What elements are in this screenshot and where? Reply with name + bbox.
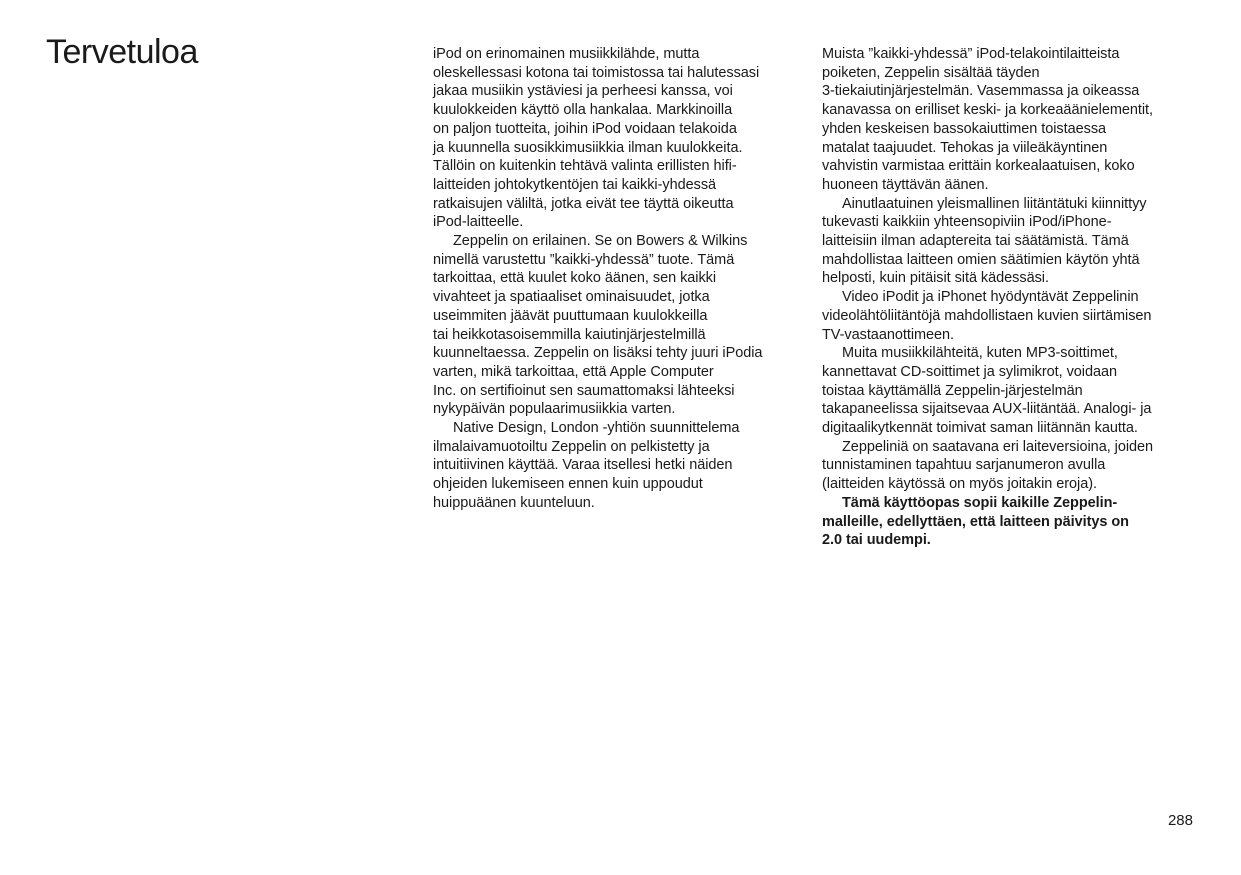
text-line: ratkaisujen väliltä, jotka eivät tee täyttä oikeutta <box>433 195 734 212</box>
text-line: jakaa musiikin ystäviesi ja perheesi kanssa, voi <box>433 83 733 100</box>
page-title: Tervetuloa <box>46 33 198 71</box>
text-line: Tällöin on kuitenkin tehtävä valinta erillisten hifi- <box>433 158 737 175</box>
text-line: intuitiivinen käyttää. Varaa itsellesi hetki näiden <box>433 457 733 474</box>
text-line: yhden keskeisen bassokaiuttimen toistaessa <box>822 120 1107 137</box>
text-line: kannettavat CD-soittimet ja sylimikrot, voidaan <box>822 363 1118 380</box>
text-line: iPod on erinomainen musiikkilähde, mutta <box>433 46 700 62</box>
text-line: Video iPodit ja iPhonet hyödyntävät Zeppelinin <box>842 289 1139 306</box>
text-line: ilmalaivamuotoiltu Zeppelin on pelkistetty ja <box>433 438 710 455</box>
text-line: digitaalikytkennät toimivat saman liitännän kautta. <box>822 420 1138 437</box>
text-line: matalat taajuudet. Tehokas ja viileäkäyntinen <box>822 139 1108 156</box>
text-line: vahvistin varmistaa erittäin korkealaatuisen, koko <box>822 158 1135 175</box>
text-line: Ainutlaatuinen yleismallinen liitäntätuki kiinnittyy <box>842 195 1147 212</box>
text-line: ohjeiden lukemiseen ennen kuin uppoudut <box>433 476 703 493</box>
text-line: helposti, kuin pitäisit sitä kädessäsi. <box>822 270 1049 287</box>
text-line: poiketen, Zeppelin sisältää täyden <box>822 64 1040 81</box>
text-line: kuulokkeiden käyttö olla hankalaa. Markkinoilla <box>433 102 733 119</box>
bold-note-line: 2.0 tai uudempi. <box>822 532 931 549</box>
text-line: nimellä varustettu ”kaikki-yhdessä” tuote. Tämä <box>433 251 735 268</box>
text-line: laitteisiin ilman adaptereita tai säätämistä. Tämä <box>822 233 1129 250</box>
text-line: laitteiden johtokytkentöjen tai kaikki-yhdessä <box>433 176 717 193</box>
text-line: Muita musiikkilähteitä, kuten MP3-soittimet, <box>842 345 1118 362</box>
text-line: tukevasti kaikkiin yhteensopiviin iPod/iPhone- <box>822 214 1112 231</box>
text-line: Zeppeliniä on saatavana eri laiteversioina, joiden <box>842 438 1154 455</box>
text-line: videolähtöliitäntöjä mahdollistaen kuvien siirtämisen <box>822 307 1152 324</box>
text-line: mahdollistaa laitteen omien säätimien käytön yhtä <box>822 251 1140 268</box>
text-line: Inc. on sertifioinut sen saumattomaksi lähteeksi <box>433 382 735 399</box>
text-line: huippuäänen kuunteluun. <box>433 494 595 511</box>
right-column <box>822 45 1194 550</box>
text-line: tai heikkotasoisemmilla kaiutinjärjestelmillä <box>433 326 706 343</box>
text-line: Muista ”kaikki-yhdessä” iPod-telakointilaitteista <box>822 46 1120 62</box>
text-line: (laitteiden käytössä on myös joitakin eroja). <box>822 476 1097 493</box>
page-number: 288 <box>1167 812 1193 829</box>
text-line: nykypäivän populaarimusiikkia varten. <box>433 401 676 418</box>
text-line: kuunneltaessa. Zeppelin on lisäksi tehty juuri iPodia <box>433 345 763 362</box>
text-line: Zeppelin on erilainen. Se on Bowers & Wilkins <box>453 233 748 250</box>
bold-note-line: malleille, edellyttäen, että laitteen päivitys on <box>822 513 1129 530</box>
text-line: vivahteet ja spatiaaliset ominaisuudet, jotka <box>433 289 710 306</box>
text-line: toistaa käyttämällä Zeppelin-järjestelmän <box>822 382 1083 399</box>
text-line: iPod-laitteelle. <box>433 214 524 231</box>
text-line: ja kuunnella suosikkimusiikkia ilman kuulokkeita. <box>433 139 743 156</box>
text-line: huoneen täyttävän äänen. <box>822 176 989 193</box>
text-line: 3-tiekaiutinjärjestelmän. Vasemmassa ja oikeassa <box>822 83 1140 100</box>
text-line: takapaneelissa sijaitsevaa AUX-liitäntää. Analogi- ja <box>822 401 1152 418</box>
bold-note-line: Tämä käyttöopas sopii kaikille Zeppelin- <box>842 494 1118 511</box>
text-line: useimmiten jäävät puuttumaan kuulokkeilla <box>433 307 708 324</box>
text-line: on paljon tuotteita, joihin iPod voidaan telakoida <box>433 120 737 137</box>
text-line: Native Design, London -yhtiön suunnittelema <box>453 420 740 437</box>
text-line: varten, mikä tarkoittaa, että Apple Computer <box>433 363 714 380</box>
text-line: oleskellessasi kotona tai toimistossa tai halutessasi <box>433 64 760 81</box>
text-line: kanavassa on erilliset keski- ja korkeaäänielementit, <box>822 102 1154 119</box>
left-column <box>433 45 805 513</box>
text-line: tunnistaminen tapahtuu sarjanumeron avulla <box>822 457 1106 474</box>
text-line: TV-vastaanottimeen. <box>822 326 955 343</box>
text-line: tarkoittaa, että kuulet koko äänen, sen kaikki <box>433 270 717 287</box>
